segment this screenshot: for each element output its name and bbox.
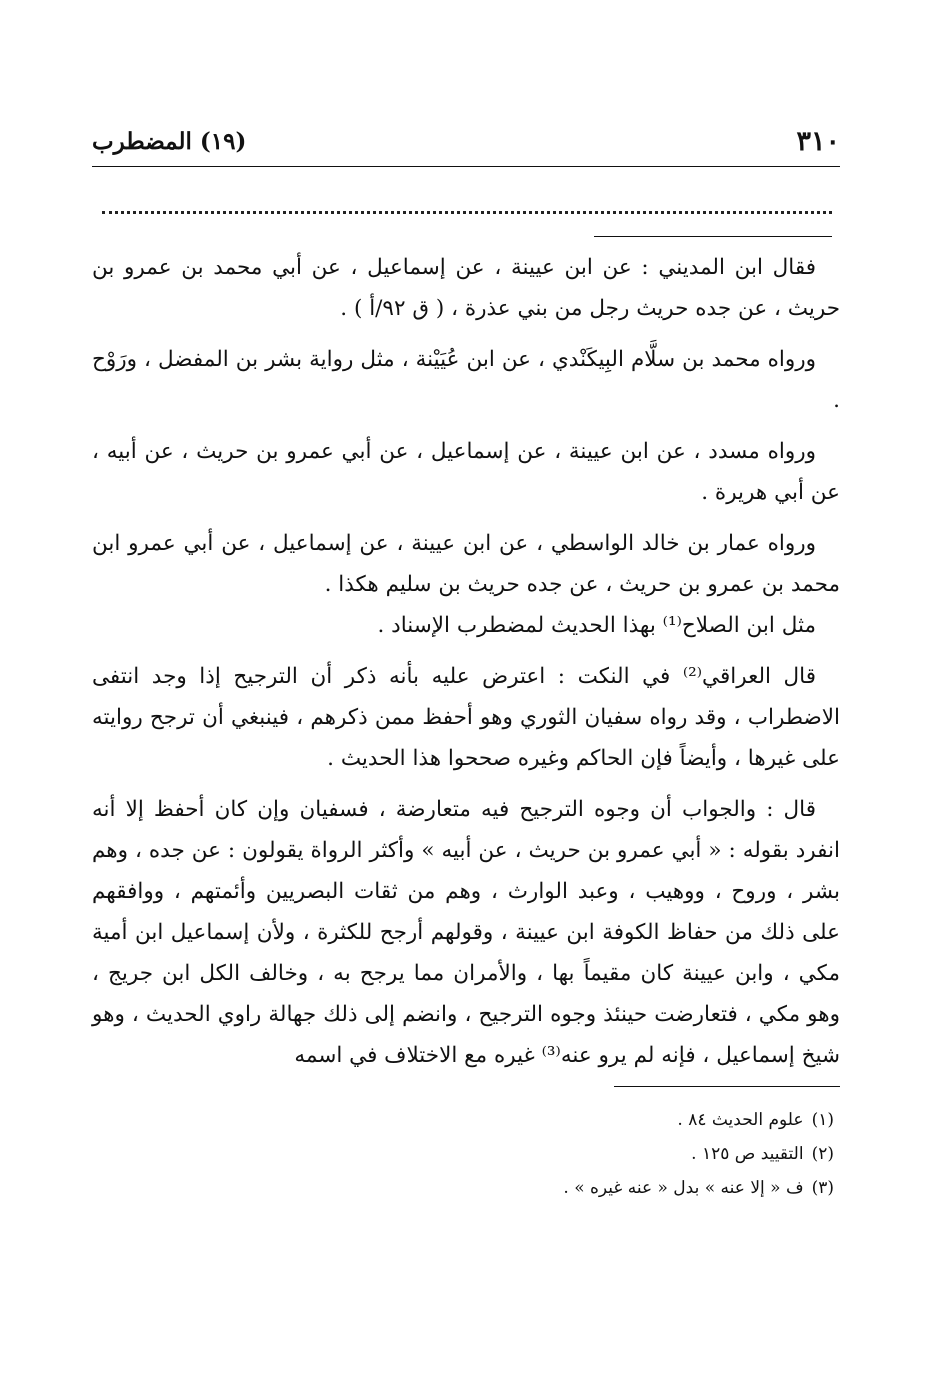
page-header <box>92 118 840 167</box>
book-page <box>92 118 840 1205</box>
dotted-divider <box>102 191 832 214</box>
chapter-title: (١٩) المضطرب <box>92 128 247 155</box>
section-rule <box>594 236 832 237</box>
paragraph: قال : والجواب أن وجوه الترجيح فيه متعارضة ، فسفيان وإن كان أحفظ إلا أنه انفرد بقوله : « أبي عمرو بن حريث ، عن أبيه » وأكثر الرواة يقولون : عن جده ، وهم بشر ، وروح ، ووهيب ، وعبد الوارث ، وهم من ثقات البصريين وأئمتهم ، ووافقهم على ذلك من حفاظ الكوفة ابن عيينة ، وقولهم أرجح للكثرة ، ولأن إسماعيل ابن أمية مكي ، وابن عيينة كان مقيماً بها ، والأمران مما يرجح به ، وخالف الكل ابن جريج ، وهو مكي ، فتعارضت حينئذ وجوه الترجيح ، وانضم إلى ذلك جهالة راوي الحديث ، وهو شيخ إسماعيل ، فإنه لم يرو عنه⁽³⁾ غيره مع الاختلاف في اسمه <box>92 797 840 1068</box>
footnote-item <box>92 1137 834 1171</box>
body-text <box>92 247 840 1076</box>
footnote-item <box>92 1103 834 1137</box>
paragraph: ورواه محمد بن سلَّام البِيكَنْدي ، عن ابن عُيَيْنة ، مثل رواية بشر بن المفضل ، ورَوْح . <box>92 347 840 413</box>
footnotes <box>92 1103 834 1205</box>
footnote-text: التقييد ص ١٢٥ . <box>691 1144 804 1164</box>
footnote-rule <box>614 1086 840 1087</box>
page-number: ٣١٠ <box>796 126 840 157</box>
footnote-text: علوم الحديث ٨٤ . <box>677 1110 804 1130</box>
paragraph: ورواه مسدد ، عن ابن عيينة ، عن إسماعيل ، عن أبي عمرو بن حريث ، عن أبيه ، عن أبي هريرة . <box>92 439 840 505</box>
paragraph: ورواه عمار بن خالد الواسطي ، عن ابن عيينة ، عن إسماعيل ، عن أبي عمرو ابن محمد بن عمرو بن حريث ، عن جده حريث بن سليم هكذا . <box>92 531 840 597</box>
paragraph: فقال ابن المديني : عن ابن عيينة ، عن إسماعيل ، عن أبي محمد بن عمرو بن حريث ، عن جده حريث رجل من بني عذرة ، ( ق ٩٢/أ ) . <box>92 255 840 321</box>
footnote-label: (١) <box>811 1110 834 1130</box>
paragraph: مثل ابن الصلاح⁽¹⁾ بهذا الحديث لمضطرب الإسناد . <box>377 613 816 638</box>
footnote-label: (٢) <box>811 1144 834 1164</box>
footnote-text: ف « إلا عنه » بدل « عنه غيره » . <box>563 1178 804 1198</box>
paragraph: قال العراقي⁽²⁾ في النكت : اعترض عليه بأنه ذكر أن الترجيح إذا وجد انتفى الاضطراب ، وقد رواه سفيان الثوري وهو أحفظ ممن ذكرهم ، فينبغي أن ترجح روايته على غيرها ، وأيضاً فإن الحاكم وغيره صححوا هذا الحديث . <box>92 664 840 771</box>
footnote-item <box>92 1171 834 1205</box>
footnote-label: (٣) <box>811 1178 834 1198</box>
